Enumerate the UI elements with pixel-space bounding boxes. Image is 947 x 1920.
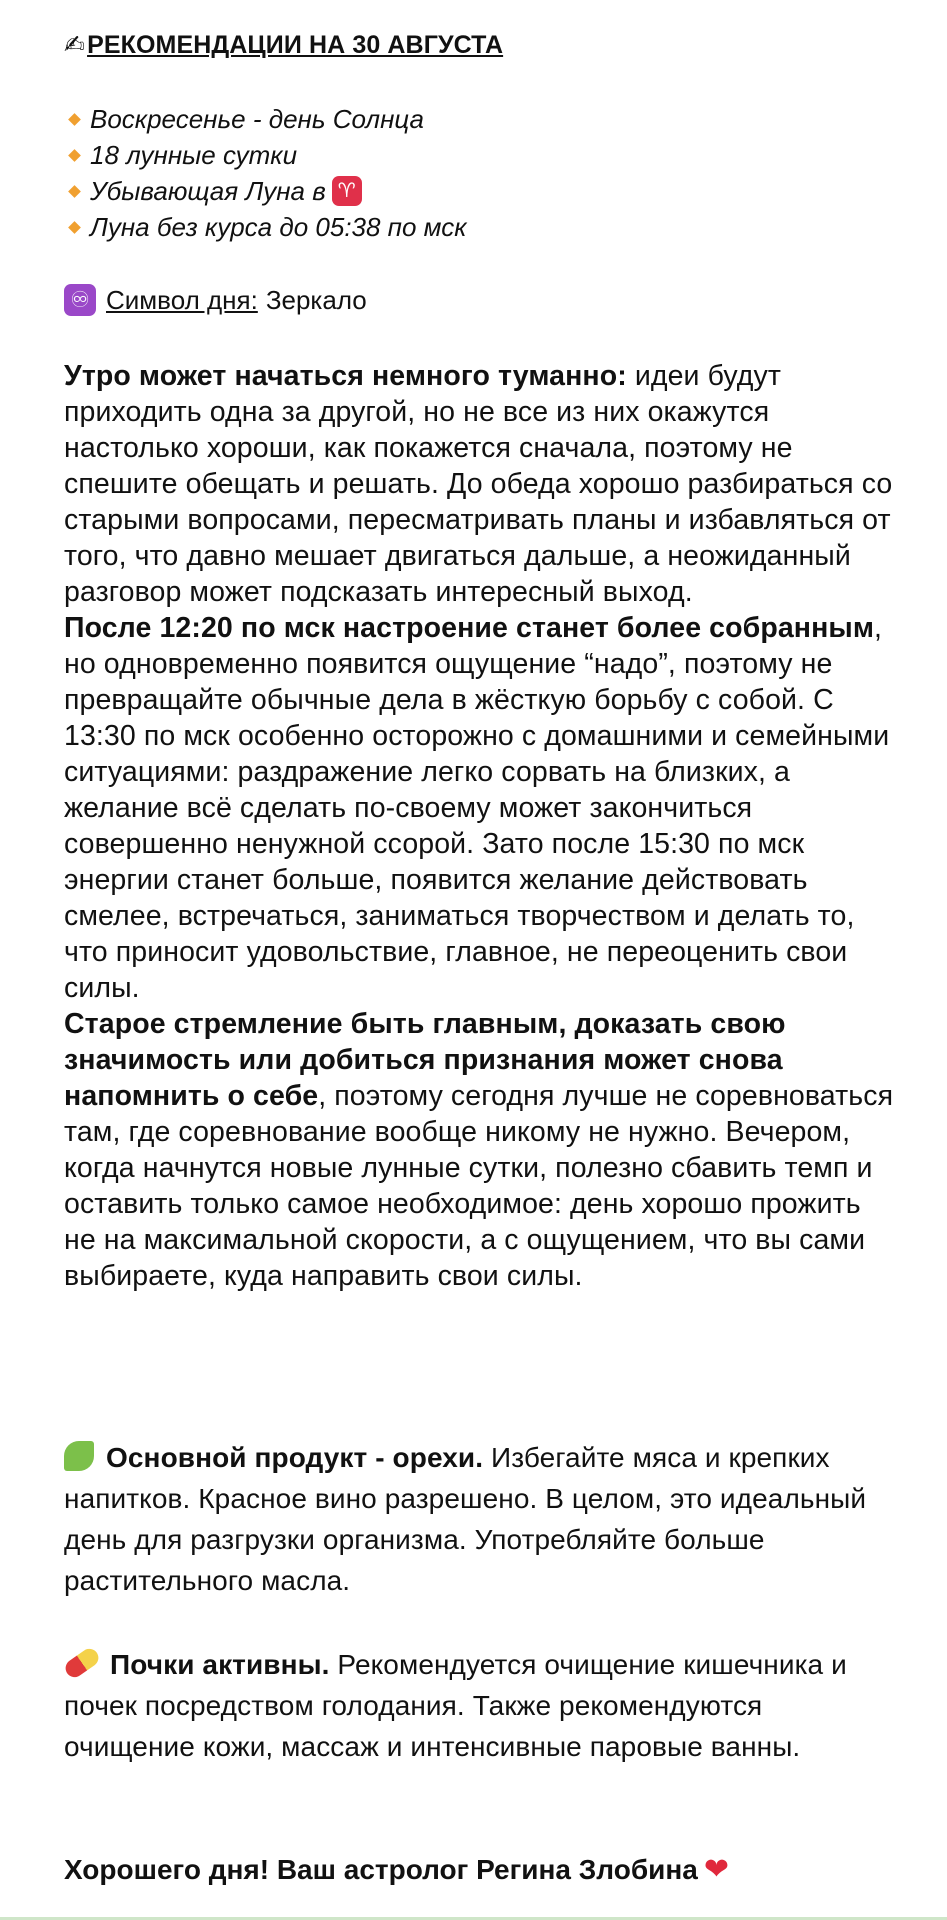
list-item: Убывающая Луна в ♈: [64, 173, 466, 209]
food-recommendation: Основной продукт - орехи. Избегайте мяса и крепких напитков. Красное вино разрешено. В целом, это идеальный день для разгрузки организма. Употребляйте больше растительного масла.: [64, 1442, 867, 1596]
orange-diamond-icon: [68, 149, 81, 162]
day-facts-list: [64, 101, 466, 245]
orange-diamond-icon: [68, 221, 81, 234]
forecast-text: [64, 358, 894, 1294]
orange-diamond-icon: [68, 113, 81, 126]
health-recommendation: Почки активны. Рекомендуется очищение кишечника и почек посредством голодания. Также рекомендуются очищение кожи, массаж и интенсивные паровые ванны.: [64, 1644, 894, 1767]
title-text: РЕКОМЕНДАЦИИ НА 30 АВГУСТА: [87, 31, 504, 59]
paragraph: Старое стремление быть главным, доказать свою значимость или добиться признания может снова напомнить о себе, поэтому сегодня лучше не соревноваться там, где соревнование вообще никому не нужно. Вечером, когда начнутся новые лунные сутки, полезно сбавить темп и оставить только самое необходимое: день хорошо прожить не на максимальной скорости, а с ощущением, что вы сами выбираете, куда направить свои силы.: [64, 1008, 894, 1292]
writing-hand-icon: ✍: [64, 31, 86, 59]
orange-diamond-icon: [68, 185, 81, 198]
leafy-greens-icon: [64, 1441, 94, 1471]
red-heart-icon: ❤: [703, 1853, 729, 1886]
paragraph: Утро может начаться немного туманно: идеи будут приходить одна за другой, но не все из них окажутся настолько хороши, как покажется сначала, поэтому не спешите обещать и решать. До обеда хорошо разбираться со старыми вопросами, пересматривать планы и избавляться от того, что давно мешает двигаться дальше, а неожиданный разговор может подсказать интересный выход.: [64, 360, 893, 608]
list-item: 18 лунные сутки: [64, 137, 466, 173]
aries-icon: ♈: [332, 176, 362, 206]
infinity-icon: ♾: [64, 284, 96, 316]
paragraph: После 12:20 по мск настроение станет более собранным, но одновременно появится ощущение “надо”, поэтому не превращайте обычные дела в жёсткую борьбу с собой. С 13:30 по мск особенно осторожно с домашними и семейными ситуациями: раздражение легко сорвать на близких, а желание всё сделать по-своему может закончиться совершенно ненужной ссорой. Зато после 15:30 по мск энергии станет больше, появится желание действовать смелее, встречаться, заниматься творчеством и делать то, что приносит удовольствие, главное, не переоценить свои силы.: [64, 612, 890, 1004]
list-item: Воскресенье - день Солнца: [64, 101, 466, 137]
list-item: Луна без курса до 05:38 по мск: [64, 209, 466, 245]
symbol-label: Символ дня:: [106, 284, 258, 315]
page-title: [64, 30, 503, 60]
symbol-of-day: [64, 284, 367, 316]
symbol-value: Зеркало: [265, 284, 367, 315]
signoff: Хорошего дня! Ваш астролог Регина Злобина ❤: [64, 1853, 729, 1886]
pill-icon: [62, 1645, 102, 1680]
